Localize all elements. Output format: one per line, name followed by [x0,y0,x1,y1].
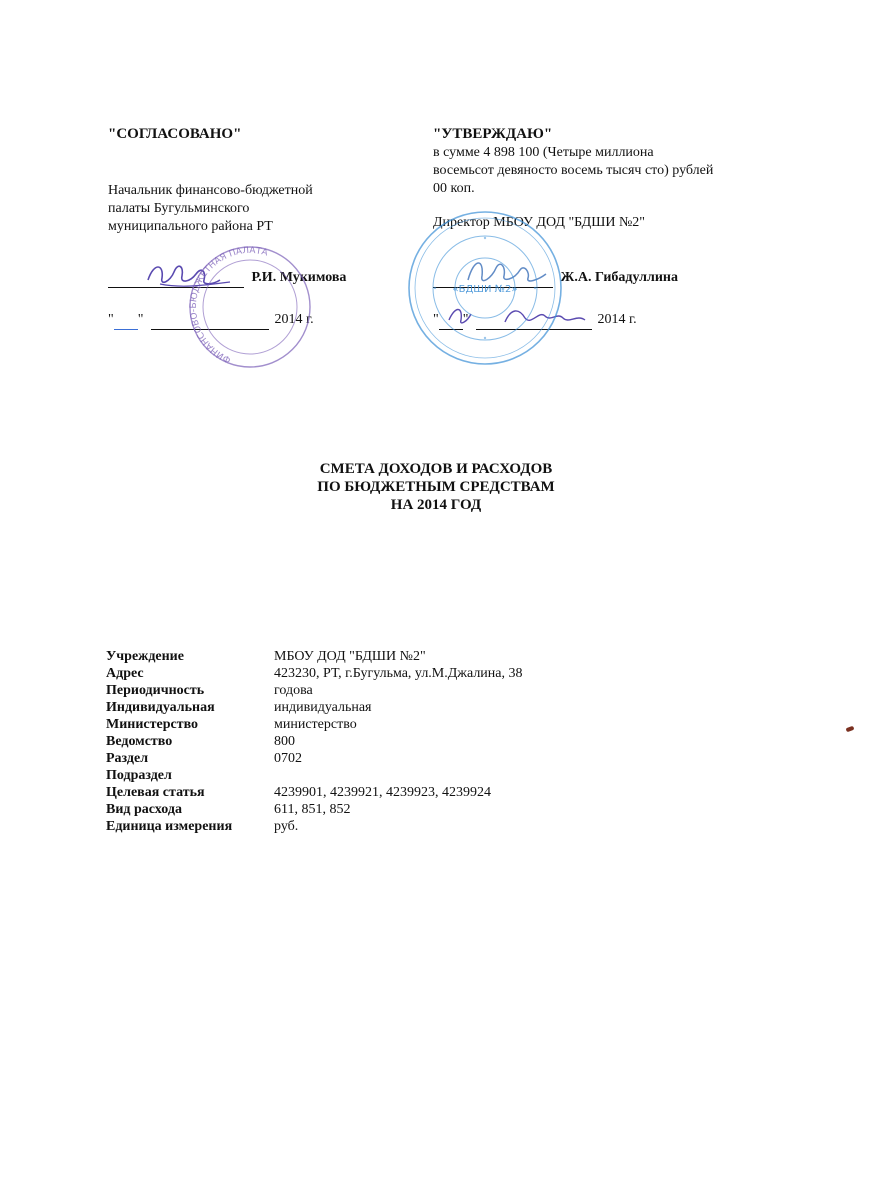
title-line-1: СМЕТА ДОХОДОВ И РАСХОДОВ [319,461,553,477]
agreed-date-year: 2014 г. [274,312,314,327]
details-label: Индивидуальная [106,700,215,715]
approve-date-year: 2014 г. [597,312,637,327]
agreed-position-line-2: палаты Бугульминского [108,201,250,216]
details-row [106,818,523,835]
approve-date-open-quote: " [433,312,439,327]
agreed-block [108,124,398,236]
details-row [106,801,523,818]
agreed-position-line-1: Начальник финансово-бюджетной [108,183,313,198]
agreed-date-open-quote: " [108,312,114,327]
details-row [106,716,523,733]
agreed-date-close-quote: " [137,312,144,327]
details-row [106,784,523,801]
school-stamp-icon [405,202,565,374]
details-row [106,682,523,699]
details-label: Учреждение [106,649,184,664]
details-value: годова [274,683,313,698]
agreed-signer-name: Р.И. Мукимова [251,270,347,285]
details-row [106,665,523,682]
details-value: министерство [274,717,357,732]
approve-signer-name: Ж.А. Гибадуллина [560,270,678,285]
details-label: Ведомство [106,734,173,749]
details-value [274,767,523,784]
details-table [106,648,523,835]
finance-stamp-text: ФИНАНСОВО-БЮДЖЕТНАЯ ПАЛАТА [188,245,269,365]
details-label: Вид расхода [106,802,182,817]
document-title [0,460,872,514]
details-value: МБОУ ДОД "БДШИ №2" [274,649,426,664]
approve-date-close-quote: " [462,312,469,327]
details-row [106,750,523,767]
details-label: Подраздел [106,768,172,783]
title-line-3: НА 2014 ГОД [390,497,482,513]
details-label: Адрес [106,666,144,681]
approve-heading: "УТВЕРЖДАЮ" [433,126,553,142]
details-label: Раздел [106,751,149,766]
approve-position: Директор МБОУ ДОД "БДШИ №2" [433,215,646,230]
details-row [106,648,523,665]
agreed-heading: "СОГЛАСОВАНО" [108,126,242,142]
agreed-date-day[interactable] [114,311,138,330]
title-line-2: ПО БЮДЖЕТНЫМ СРЕДСТВАМ [317,479,555,495]
details-label: Периодичность [106,683,205,698]
details-value: 611, 851, 852 [274,802,351,817]
details-value: индивидуальная [274,700,372,715]
details-row [106,733,523,750]
approve-amount-line-2: восемьсот девяносто восемь тысяч сто) рублей [433,163,714,178]
approve-amount-line-1: в сумме 4 898 100 (Четыре миллиона [433,145,654,160]
details-value: 0702 [274,751,302,766]
details-label: Целевая статья [106,785,205,800]
details-value: 800 [274,734,295,749]
details-label: Единица измерения [106,819,233,834]
finance-stamp-icon [180,242,320,372]
details-label: Министерство [106,717,199,732]
approve-amount-line-3: 00 коп. [433,181,475,196]
details-value: 423230, РТ, г.Бугульма, ул.М.Джалина, 38 [274,666,523,681]
school-stamp-center-text: «БДШИ №2» [452,284,518,295]
details-value: 4239901, 4239921, 4239923, 4239924 [274,785,491,800]
ink-speck [846,726,855,732]
details-row [106,767,523,784]
agreed-position-line-3: муниципального района РТ [108,219,273,234]
details-value: руб. [274,819,299,834]
details-row [106,699,523,716]
